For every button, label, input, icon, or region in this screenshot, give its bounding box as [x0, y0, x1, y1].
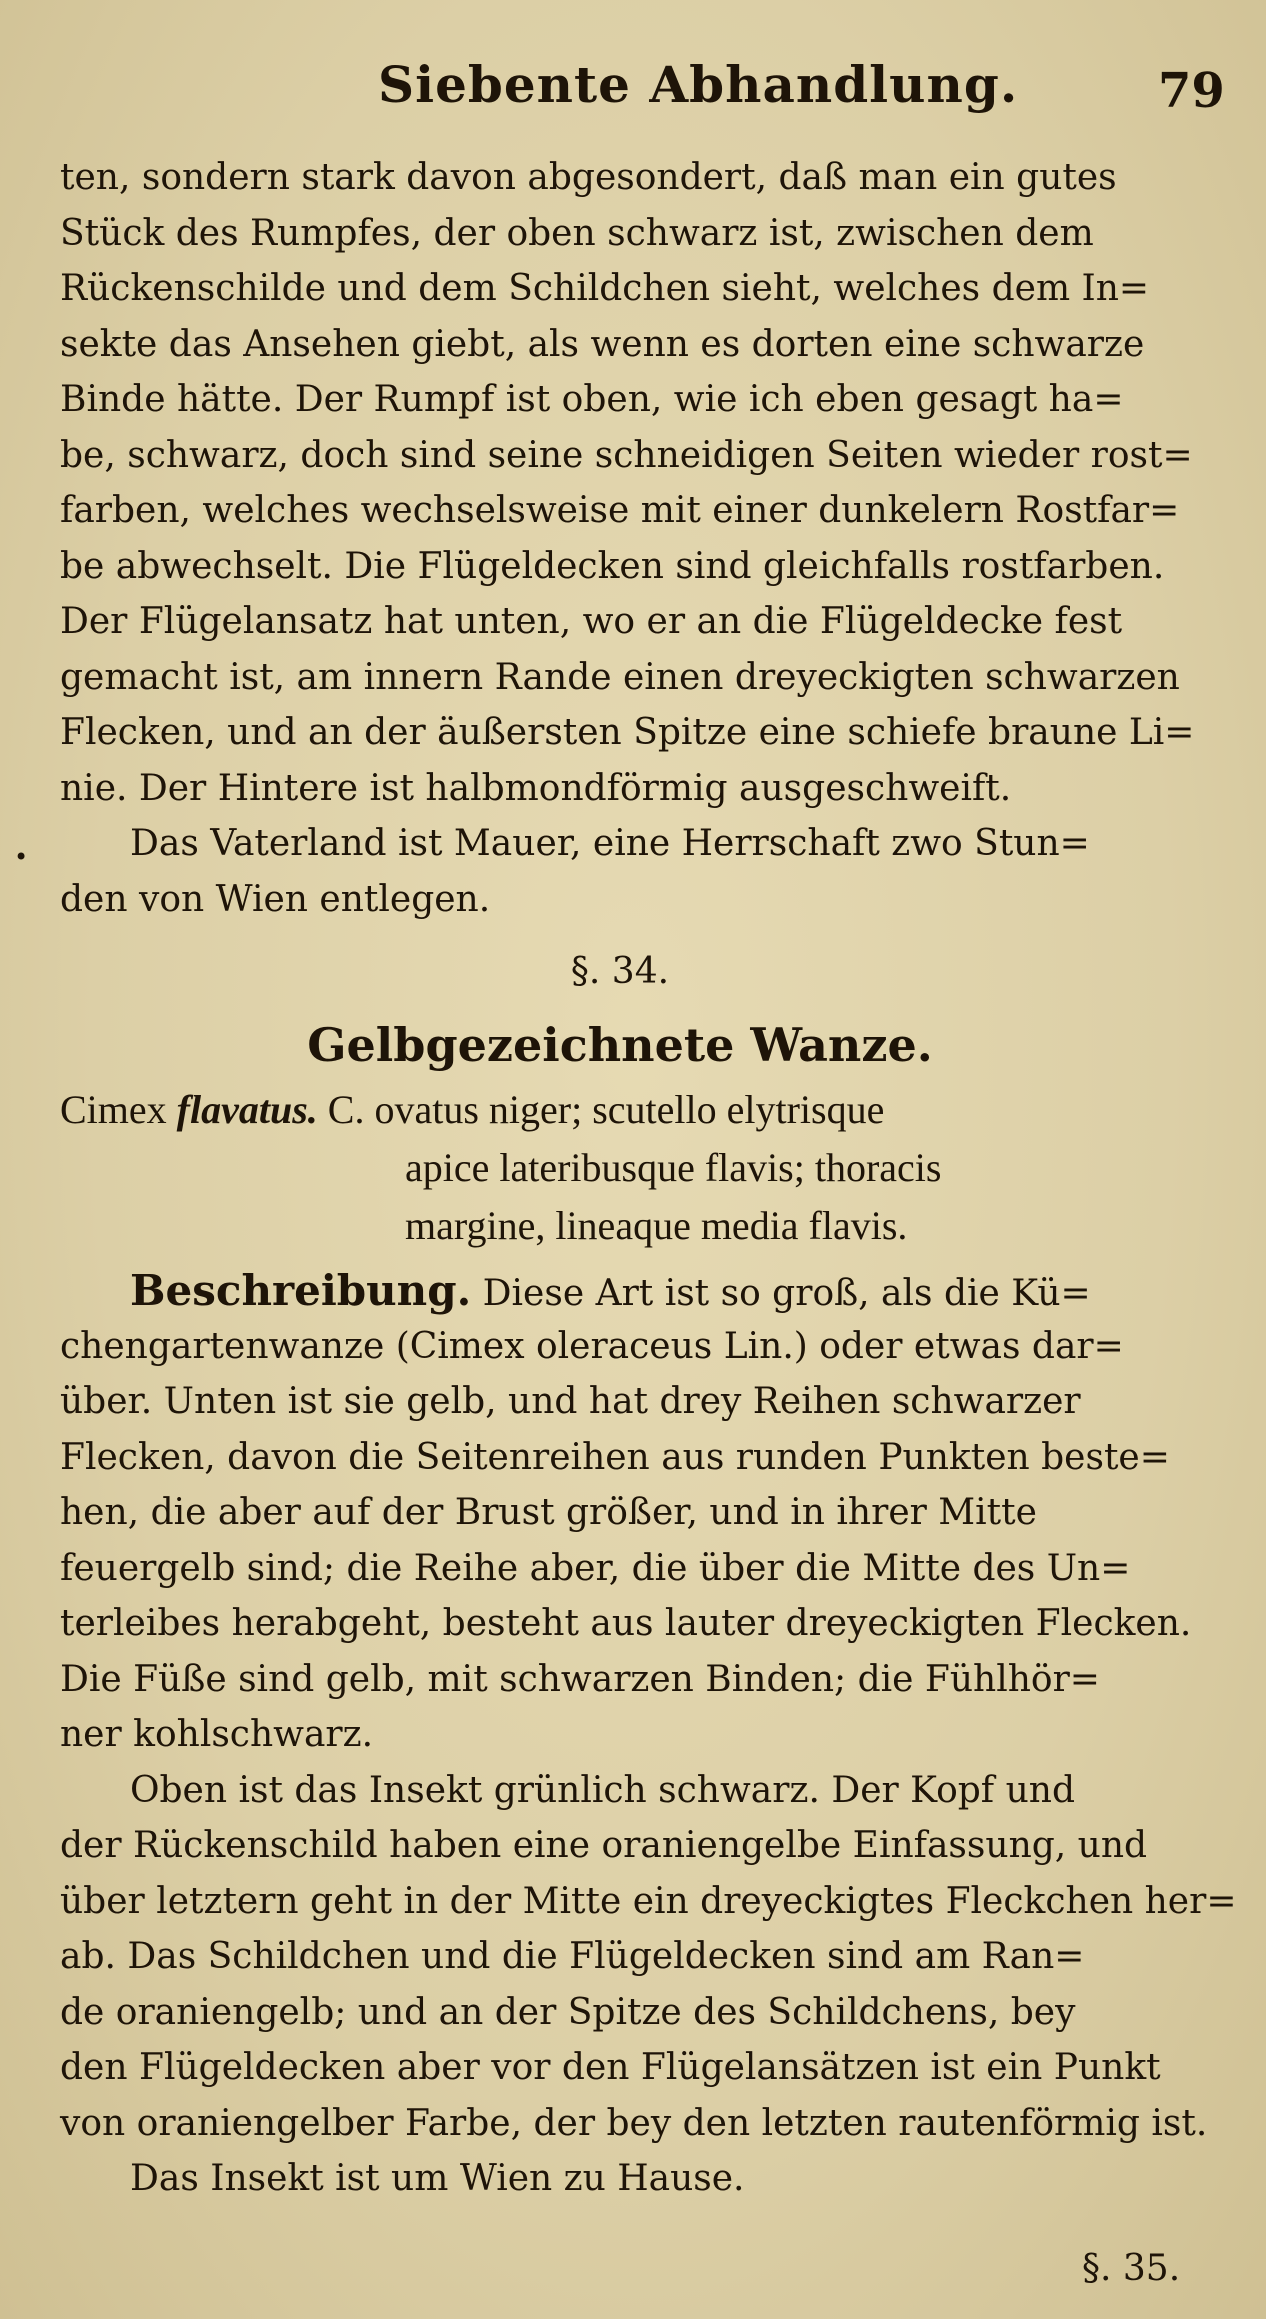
text-line: den Flügeldecken aber vor den Flügelansätzen ist ein Punkt: [60, 2047, 1161, 2088]
text-line: Binde hätte. Der Rumpf ist oben, wie ich eben gesagt ha=: [60, 379, 1124, 420]
text-line: Stück des Rumpfes, der oben schwarz ist, zwischen dem: [60, 212, 1094, 254]
description-lead: Beschreibung.: [130, 1266, 472, 1315]
text-line: Flecken, und an der äußersten Spitze eine schiefe braune Li=: [60, 712, 1195, 753]
latin-text: C. ovatus niger; scutello elytrisque: [327, 1087, 885, 1132]
running-title: Siebente Abhandlung.: [378, 55, 1019, 114]
text-line-first: [60, 1263, 1180, 1319]
text-line: Flecken, davon die Seitenreihen aus runden Punkten beste=: [60, 1436, 1170, 1478]
section-title: Gelbgezeichnete Wanze.: [307, 1018, 933, 1072]
latin-species: flavatus.: [176, 1087, 318, 1132]
text-line: de oraniengelb; und an der Spitze des Schildchens, bey: [60, 1991, 1076, 2033]
paragraph-homeland: [60, 816, 1180, 927]
text-line: hen, die aber auf der Brust größer, und in ihrer Mitte: [60, 1492, 1037, 1533]
section-number: §. 34.: [570, 951, 670, 992]
page-number: 79: [1158, 63, 1225, 119]
paragraph-continuation: [60, 150, 1195, 816]
paragraph-upper-side: [60, 1763, 1237, 2207]
text-line: feuergelb sind; die Reihe aber, die über die Mitte des Un=: [60, 1547, 1131, 1589]
description-text: Diese Art ist so groß, als die Kü=: [482, 1273, 1091, 1314]
text-line: von oraniengelber Farbe, der bey den letzten rautenförmig ist.: [60, 2102, 1208, 2144]
text-line: über letztern geht in der Mitte ein dreyeckigtes Fleckchen her=: [60, 1880, 1237, 1922]
margin-mark: •: [14, 843, 29, 871]
text-line: Die Füße sind gelb, mit schwarzen Binden; die Fühlhör=: [60, 1658, 1100, 1700]
page-header: [0, 55, 1266, 135]
text-line: nie. Der Hintere ist halbmondförmig ausgeschweift.: [60, 767, 1012, 809]
text-line: den von Wien entlegen.: [60, 878, 491, 920]
text-line: ab. Das Schildchen und die Flügeldecken sind am Ran=: [60, 1936, 1085, 1977]
text-line: ten, sondern stark davon abgesondert, daß man ein gutes: [60, 157, 1117, 198]
text-line: terleibes herabgeht, besteht aus lauter dreyeckigten Flecken.: [60, 1603, 1192, 1644]
text-line: Das Vaterland ist Mauer, eine Herrschaft zwo Stun=: [130, 823, 1090, 864]
text-line: farben, welches wechselsweise mit einer dunkelern Rostfar=: [60, 490, 1180, 531]
body-text: [60, 150, 1237, 2207]
text-line: Oben ist das Insekt grünlich schwarz. Der Kopf und: [130, 1769, 1075, 1811]
text-line: Das Insekt ist um Wien zu Hause.: [130, 2158, 745, 2199]
latin-line: apice lateribusque flavis; thoracis: [405, 1145, 942, 1190]
text-line: be, schwarz, doch sind seine schneidigen Seiten wieder rost=: [60, 434, 1193, 476]
text-line: Der Flügelansatz hat unten, wo er an die Flügeldecke fest: [60, 601, 1123, 642]
latin-line: margine, lineaque media flavis.: [405, 1203, 908, 1248]
text-line: chengartenwanze (Cimex oleraceus Lin.) oder etwas dar=: [60, 1325, 1124, 1367]
latin-genus: Cimex: [60, 1087, 167, 1132]
text-line: Rückenschilde und dem Schildchen sieht, welches dem In=: [60, 268, 1150, 309]
text-line: ner kohlschwarz.: [60, 1714, 374, 1755]
text-line: über. Unten ist sie gelb, und hat drey Reihen schwarzer: [60, 1381, 1081, 1422]
catchword: §. 35.: [1082, 2248, 1181, 2289]
latin-line-first: [60, 1081, 1180, 1139]
text-line: sekte das Ansehen giebt, als wenn es dorten eine schwarze: [60, 323, 1145, 365]
text-line: gemacht ist, am innern Rande einen dreyeckigten schwarzen: [60, 656, 1180, 698]
latin-diagnosis: [60, 1081, 1180, 1255]
text-line: der Rückenschild haben eine oraniengelbe Einfassung, und: [60, 1825, 1148, 1866]
paragraph-description: [60, 1263, 1192, 1763]
text-line: be abwechselt. Die Flügeldecken sind gleichfalls rostfarben.: [60, 545, 1165, 587]
